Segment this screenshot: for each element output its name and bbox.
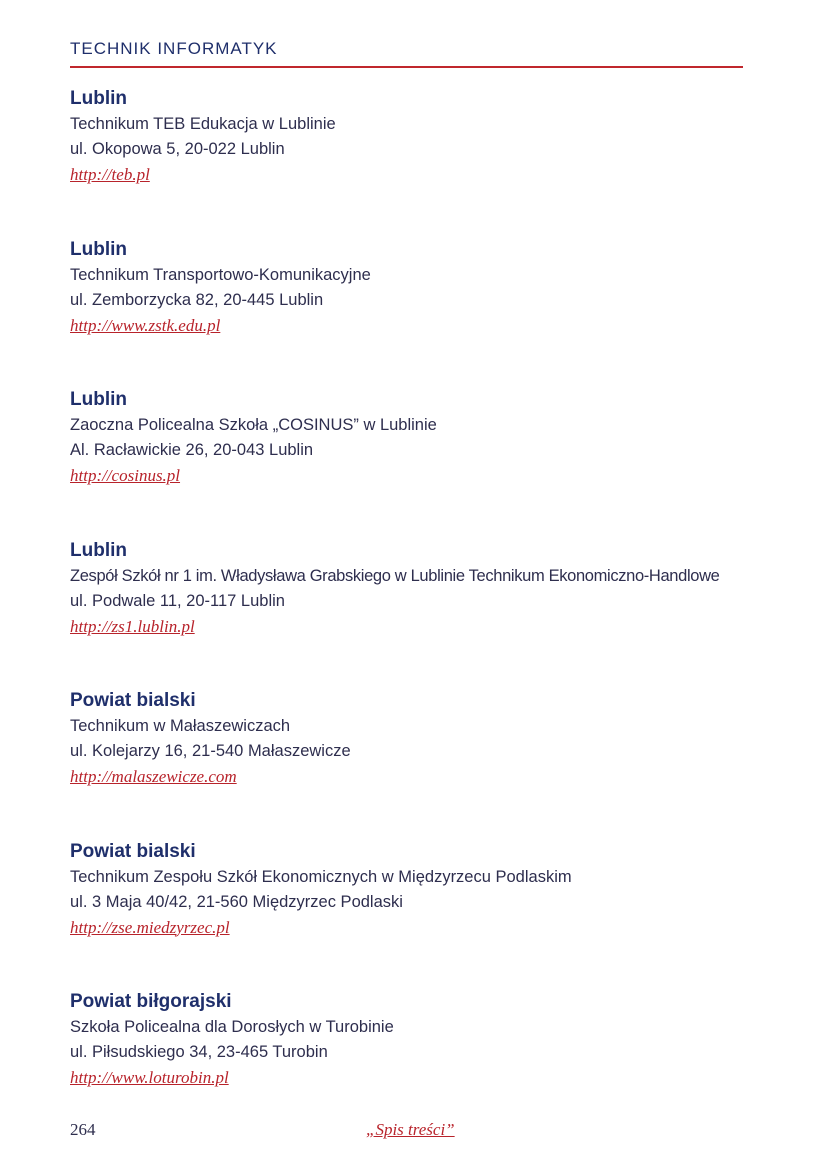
entry-website-link[interactable]: http://zse.miedzyrzec.pl (70, 917, 230, 937)
header-title: TECHNIK INFORMATYK (70, 39, 278, 58)
entry-region-heading: Powiat bialski (70, 690, 196, 711)
school-entry (70, 237, 750, 388)
entry-school-name: Technikum Transportowo-Komunikacyjne (70, 265, 371, 284)
school-entry (70, 538, 750, 689)
entry-address: ul. Kolejarzy 16, 21-540 Małaszewicze (70, 742, 351, 760)
entry-website-link[interactable]: http://zs1.lublin.pl (70, 616, 195, 636)
entry-website-link[interactable]: http://cosinus.pl (70, 466, 181, 485)
entry-school-name: Zespół Szkół nr 1 im. Władysława Grabskiego w Lublinie Technikum Ekonomiczno-Handlowe (70, 566, 720, 585)
school-list (70, 86, 750, 1140)
entry-address: Al. Racławickie 26, 20-043 Lublin (70, 441, 314, 459)
entry-website-link[interactable]: http://malaszewicze.com (70, 767, 237, 786)
entry-address: ul. Podwale 11, 20-117 Lublin (70, 591, 285, 610)
entry-region-heading: Lublin (70, 238, 127, 260)
entry-school-name: Technikum w Małaszewiczach (70, 717, 291, 735)
entry-region-heading: Lublin (70, 539, 127, 561)
entry-school-name: Zaoczna Policealna Szkoła „COSINUS” w Lublinie (70, 416, 437, 434)
entry-address: ul. Okopowa 5, 20-022 Lublin (70, 140, 285, 158)
page-number: 264 (70, 1120, 96, 1139)
entry-address: ul. Piłsudskiego 34, 23-465 Turobin (70, 1043, 328, 1061)
entry-region-heading: Lublin (70, 88, 127, 109)
school-entry (70, 86, 750, 237)
entry-school-name: Technikum Zespołu Szkół Ekonomicznych w Międzyrzecu Podlaskim (70, 867, 572, 886)
entry-school-name: Szkoła Policealna dla Dorosłych w Turobinie (70, 1018, 394, 1036)
entry-website-link[interactable]: http://www.loturobin.pl (70, 1068, 229, 1087)
entry-school-name: Technikum TEB Edukacja w Lublinie (70, 115, 336, 133)
entry-region-heading: Powiat biłgorajski (70, 991, 232, 1012)
entry-website-link[interactable]: http://www.zstk.edu.pl (70, 315, 221, 335)
page-header (70, 38, 743, 68)
school-entry (70, 387, 750, 538)
school-entry (70, 989, 750, 1140)
entry-address: ul. Zemborzycka 82, 20-445 Lublin (70, 290, 324, 309)
entry-address: ul. 3 Maja 40/42, 21-560 Międzyrzec Podlaski (70, 892, 403, 911)
entry-region-heading: Lublin (70, 389, 127, 410)
school-entry (70, 839, 750, 990)
entry-region-heading: Powiat bialski (70, 840, 196, 862)
school-entry (70, 688, 750, 839)
entry-website-link[interactable]: http://teb.pl (70, 165, 150, 184)
table-of-contents-link[interactable]: „Spis treści” (366, 1120, 455, 1139)
